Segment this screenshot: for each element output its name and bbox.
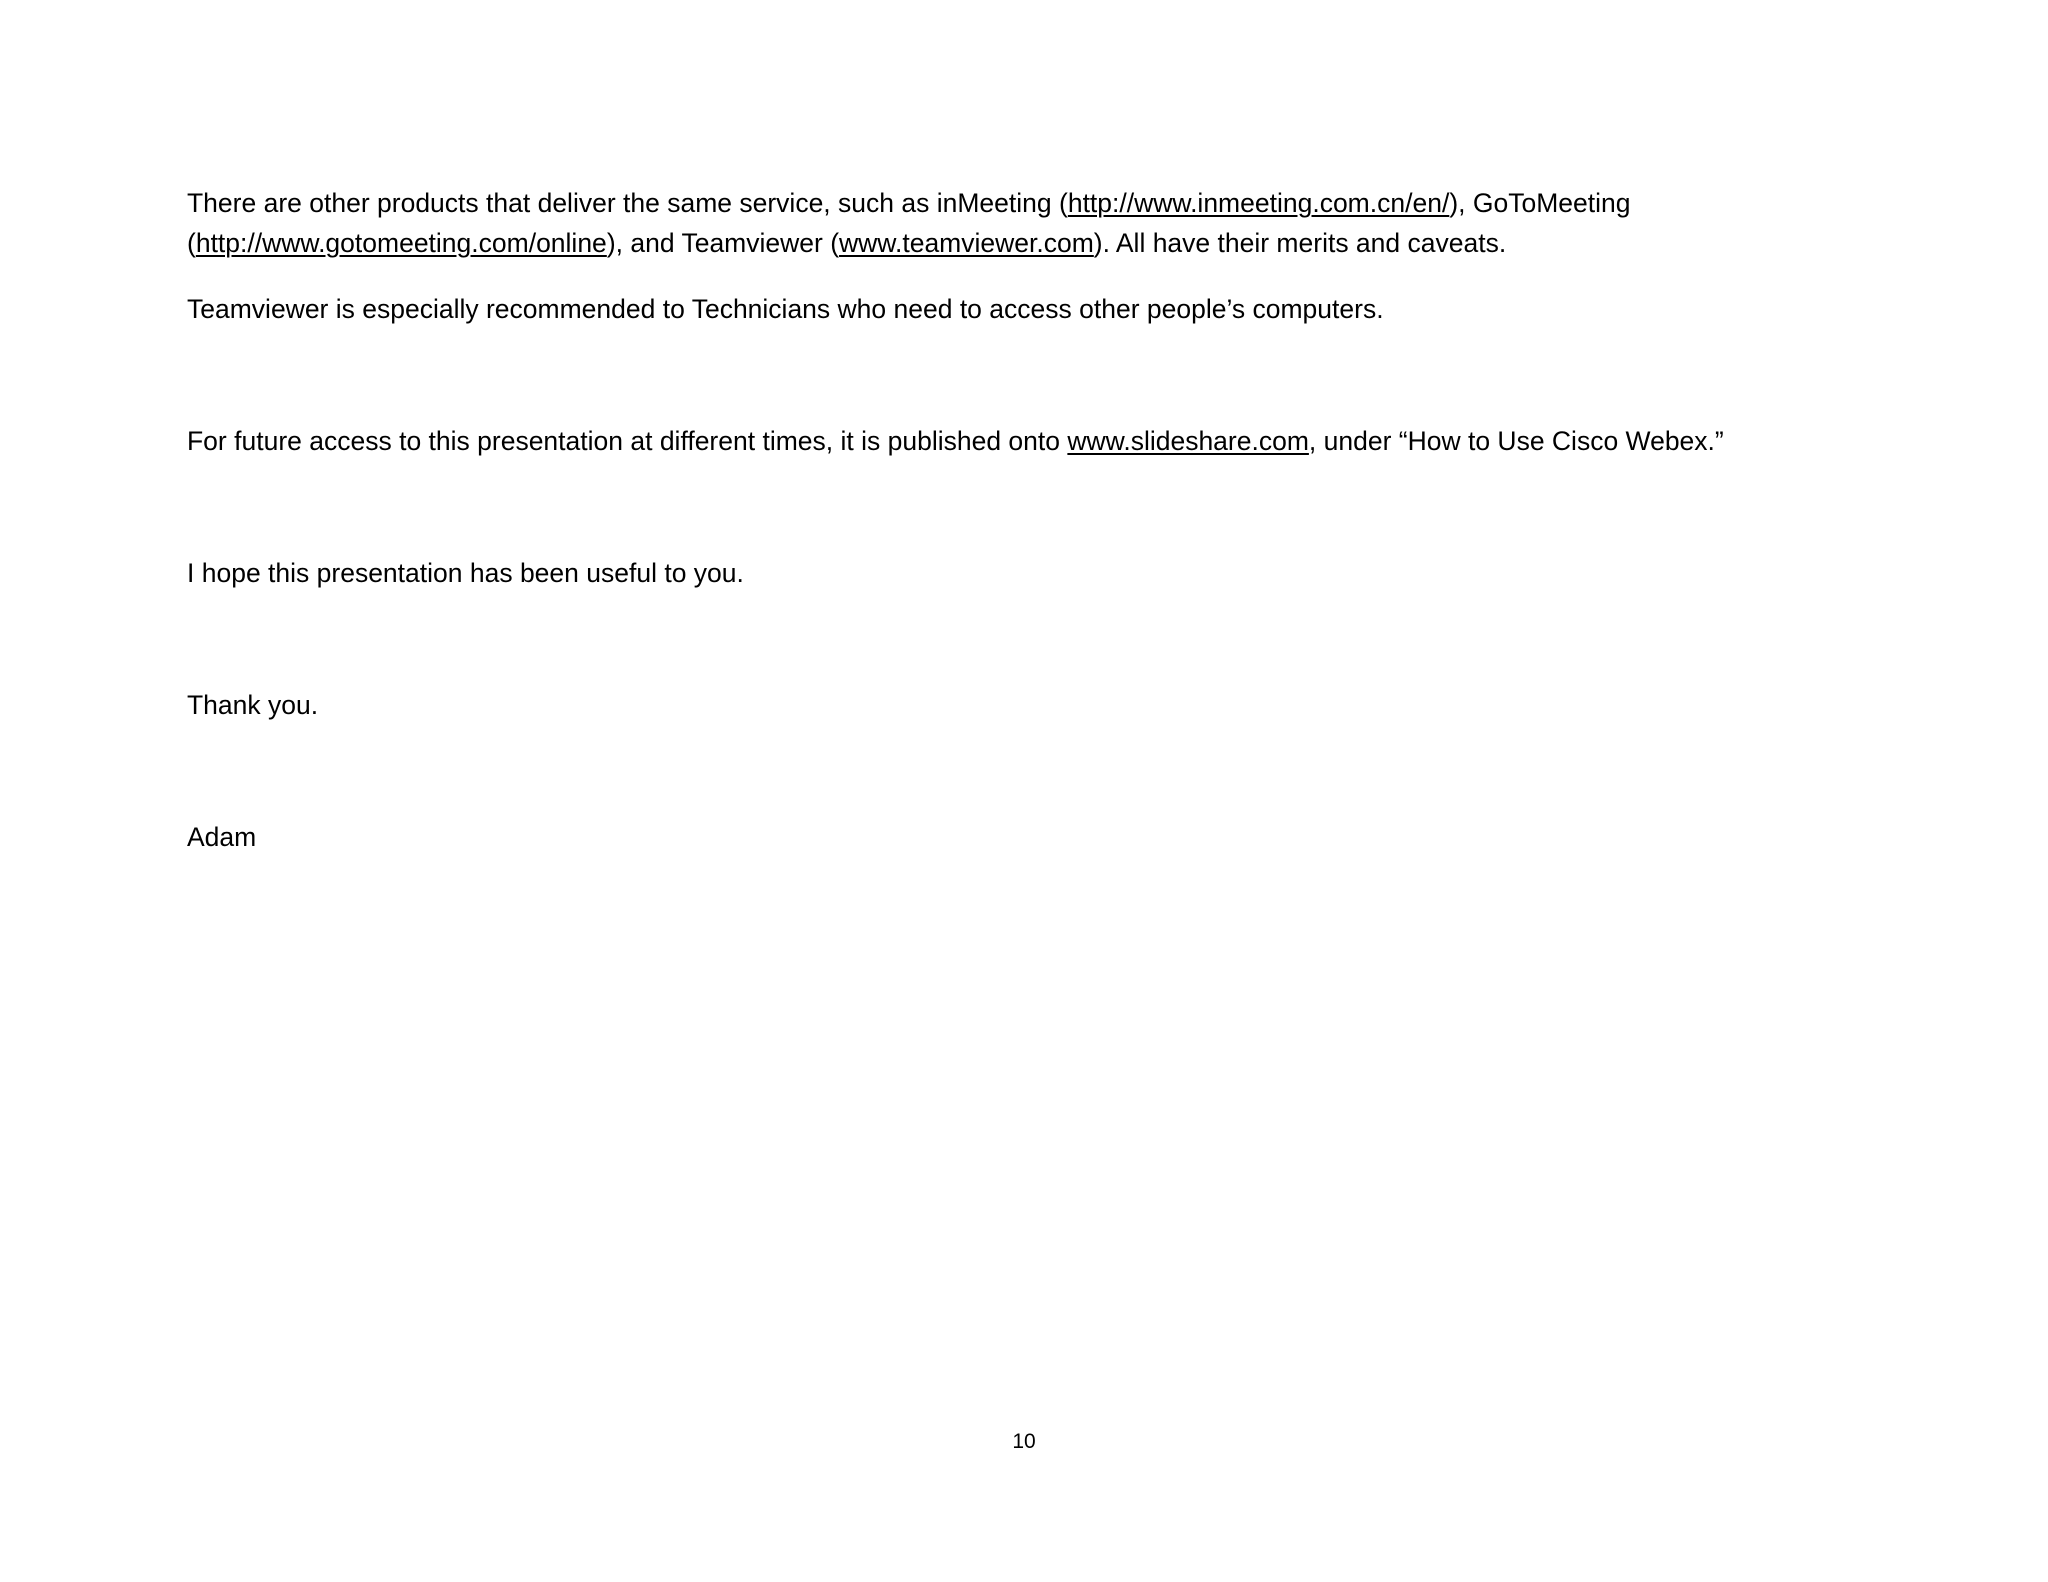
- text-segment: , under “How to Use Cisco Webex.”: [1308, 426, 1724, 456]
- document-body: [187, 183, 1867, 857]
- text-segment: ), GoToMeeting: [1449, 188, 1631, 218]
- text-segment: ), and Teamviewer (: [606, 228, 840, 258]
- signature: Adam: [187, 822, 257, 852]
- page-number: 10: [1012, 1430, 1036, 1453]
- text-segment: For future access to this presentation at different times, it is published onto: [187, 426, 1068, 456]
- paragraph-alternatives: [187, 183, 1867, 263]
- paragraph-line: [187, 223, 1867, 263]
- gotomeeting-link[interactable]: http://www.gotomeeting.com/online: [195, 228, 607, 258]
- slideshare-link[interactable]: www.slideshare.com: [1067, 426, 1309, 456]
- teamviewer-link[interactable]: www.teamviewer.com: [839, 228, 1094, 258]
- paragraph-thank-you: Thank you.: [187, 690, 319, 720]
- text-segment: There are other products that deliver the same service, such as inMeeting (: [187, 188, 1068, 218]
- paragraph-future-access: [187, 421, 1867, 461]
- text-segment: (: [187, 228, 196, 258]
- paragraph-hope-useful: I hope this presentation has been useful to you.: [187, 558, 744, 588]
- inmeeting-link[interactable]: http://www.inmeeting.com.cn/en/: [1067, 188, 1450, 218]
- paragraph-line: [187, 183, 1867, 223]
- paragraph-teamviewer-recommendation: Teamviewer is especially recommended to Technicians who need to access other people’s computers.: [187, 294, 1384, 324]
- text-segment: ). All have their merits and caveats.: [1093, 228, 1507, 258]
